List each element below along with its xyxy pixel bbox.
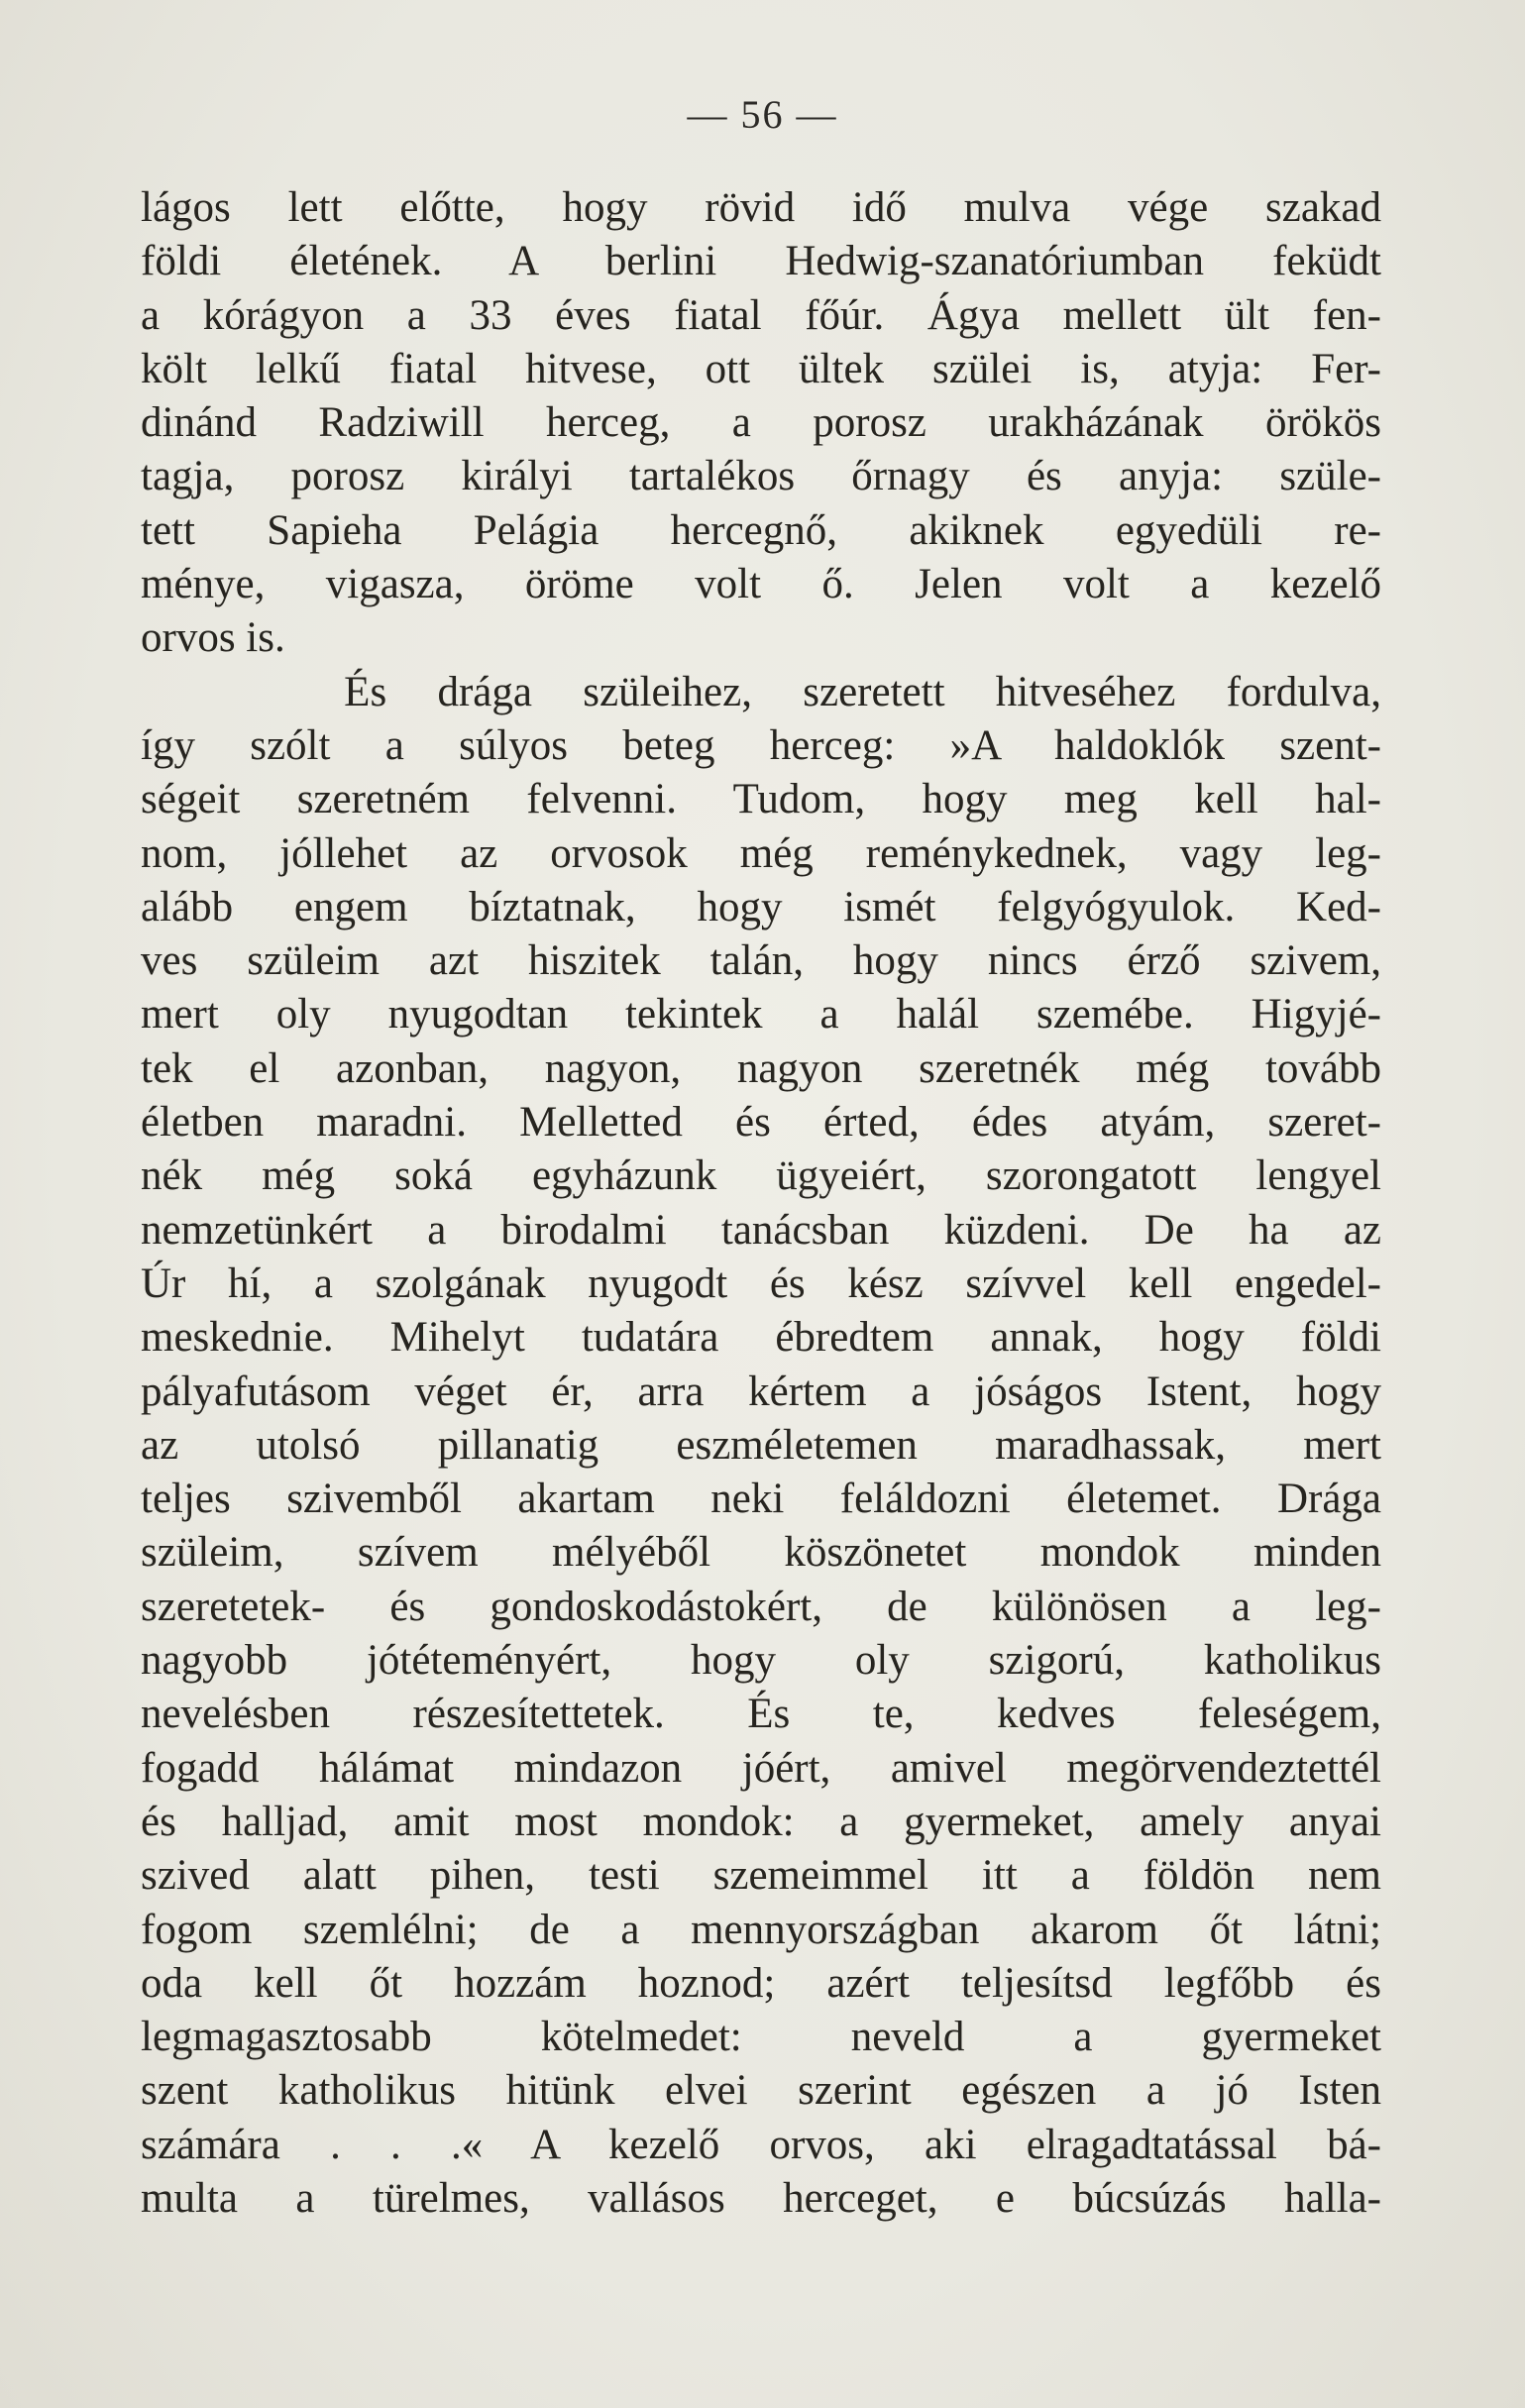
text-line: meskednie. Mihelyt tudatára ébredtem annak, hogy földi: [141, 1314, 1381, 1362]
text-line: ves szüleim azt hiszitek talán, hogy nincs érző szivem,: [141, 937, 1381, 985]
text-line: nom, jóllehet az orvosok még reménykednek, vagy leg-: [141, 829, 1381, 877]
text-line: alább engem bíztatnak, hogy ismét felgyógyulok. Ked-: [141, 883, 1381, 930]
text-line: És drága szüleihez, szeretett hitveséhez fordulva,: [141, 668, 1381, 715]
text-line: életben maradni. Melletted és érted, édes atyám, szeret-: [141, 1099, 1381, 1147]
body-text: [141, 181, 1381, 2226]
text-line: szived alatt pihen, testi szemeimmel itt a földön nem: [141, 1852, 1381, 1900]
text-line: szent katholikus hitünk elvei szerint egészen a jó Isten: [141, 2067, 1381, 2115]
text-line: nevelésben részesítettetek. És te, kedves feleségem,: [141, 1691, 1381, 1738]
text-line: tek el azonban, nagyon, nagyon szeretnék még tovább: [141, 1044, 1381, 1092]
text-line: így szólt a súlyos beteg herceg: »A haldoklók szent-: [141, 721, 1381, 769]
text-line: nagyobb jótéteményért, hogy oly szigorú, katholikus: [141, 1637, 1381, 1685]
text-line: földi életének. A berlini Hedwig-szanatóriumban feküdt: [141, 238, 1381, 285]
text-line: a kórágyon a 33 éves fiatal főúr. Ágya mellett ült fen-: [141, 291, 1381, 339]
text-line: fogom szemlélni; de a mennyországban akarom őt látni;: [141, 1906, 1381, 1953]
text-line: mert oly nyugodtan tekintek a halál szemébe. Higyjé-: [141, 991, 1381, 1039]
text-line: tagja, porosz királyi tartalékos őrnagy és anyja: szüle-: [141, 453, 1381, 500]
text-line: ménye, vigasza, öröme volt ő. Jelen volt a kezelő: [141, 561, 1381, 608]
text-line: legmagasztosabb kötelmedet: neveld a gyermeket: [141, 2014, 1381, 2061]
text-line: szüleim, szívem mélyéből köszönetet mondok minden: [141, 1529, 1381, 1577]
text-line: teljes szivemből akartam neki feláldozni életemet. Drága: [141, 1476, 1381, 1523]
text-line: pályafutásom véget ér, arra kértem a jóságos Istent, hogy: [141, 1368, 1381, 1415]
text-line: dinánd Radziwill herceg, a porosz urakházának örökös: [141, 399, 1381, 447]
text-line: lágos lett előtte, hogy rövid idő mulva vége szakad: [141, 184, 1381, 231]
text-line: fogadd hálámat mindazon jóért, amivel megörvendeztettél: [141, 1744, 1381, 1792]
text-line: és halljad, amit most mondok: a gyermeket, amely anyai: [141, 1798, 1381, 1845]
text-line: nemzetünkért a birodalmi tanácsban küzdeni. De ha az: [141, 1206, 1381, 1254]
text-line: orvos is.: [141, 614, 285, 662]
text-line: Úr hí, a szolgának nyugodt és kész szívvel kell engedel-: [141, 1259, 1381, 1307]
text-line: az utolsó pillanatig eszméletemen maradhassak, mert: [141, 1421, 1381, 1469]
text-line: oda kell őt hozzám hoznod; azért teljesítsd legfőbb és: [141, 1959, 1381, 2007]
text-line: költ lelkű fiatal hitvese, ott ültek szülei is, atyja: Fer-: [141, 345, 1381, 392]
text-line: tett Sapieha Pelágia hercegnő, akiknek egyedüli re-: [141, 506, 1381, 554]
text-line: számára . . .« A kezelő orvos, aki elragadtatással bá-: [141, 2121, 1381, 2168]
text-line: multa a türelmes, vallásos herceget, e búcsúzás halla-: [141, 2174, 1381, 2222]
page-number: — 56 —: [687, 92, 838, 137]
text-line: nék még soká egyházunk ügyeiért, szorongatott lengyel: [141, 1152, 1381, 1200]
text-line: szeretetek- és gondoskodástokért, de különösen a leg-: [141, 1583, 1381, 1630]
text-line: ségeit szeretném felvenni. Tudom, hogy meg kell hal-: [141, 776, 1381, 823]
